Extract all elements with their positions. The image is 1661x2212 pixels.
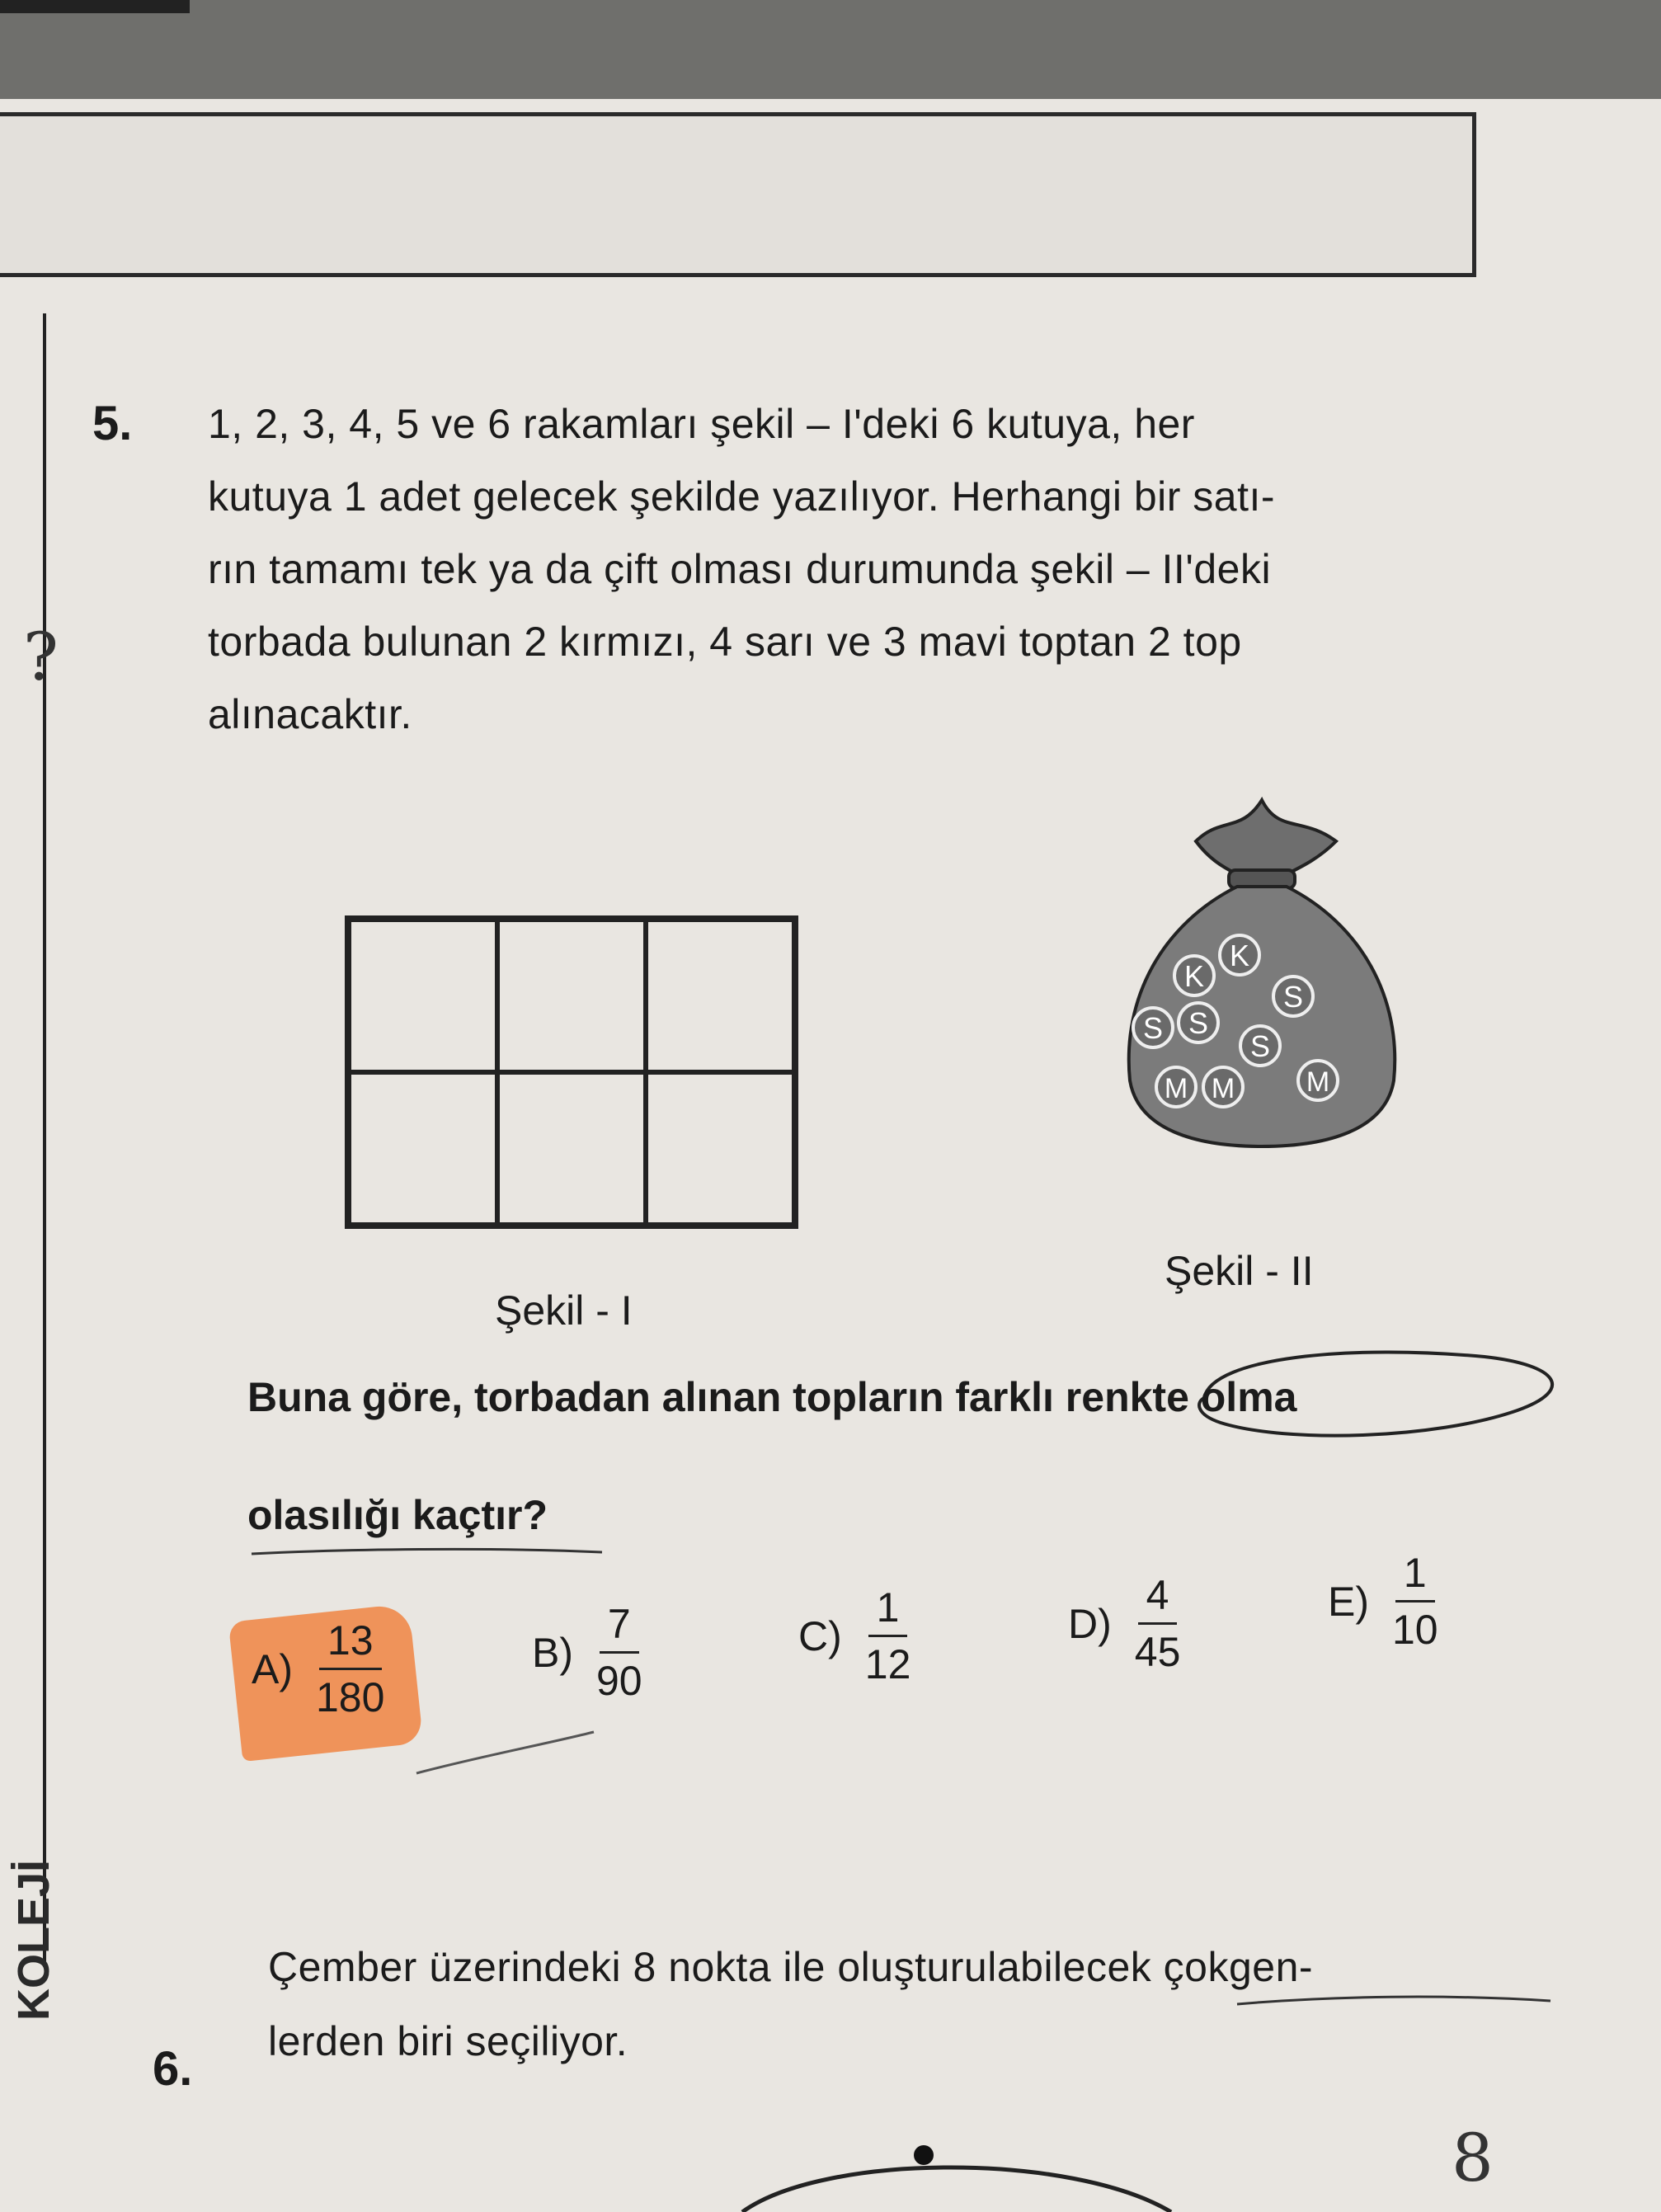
svg-text:M: M xyxy=(1306,1066,1330,1098)
ball-yellow-2 xyxy=(1130,1005,1176,1055)
svg-text:S: S xyxy=(1188,1006,1209,1040)
option-b-fraction: $\frac{7}{90}$ xyxy=(596,1601,642,1704)
option-a[interactable] xyxy=(252,1617,393,1721)
option-a-label: A) xyxy=(252,1645,293,1692)
handwritten-underline-q6 xyxy=(1233,1989,1555,2014)
ball-red-2 xyxy=(1216,932,1263,982)
question-5-line-1: 1, 2, 3, 4, 5 ve 6 rakamları şekil – I'deki 6 kutuya, her xyxy=(208,401,1195,447)
bag-balls xyxy=(1097,784,1427,1179)
question-6-line-1: Çember üzerindeki 8 nokta ile oluşturulabilecek çokgen- xyxy=(268,1944,1314,1990)
option-d-label: D) xyxy=(1068,1600,1112,1647)
option-e-fraction: $\frac{1}{10}$ xyxy=(1392,1550,1438,1653)
option-a-fraction: $\frac{13}{180}$ xyxy=(316,1617,385,1720)
option-b[interactable] xyxy=(532,1600,651,1705)
svg-text:S: S xyxy=(1282,980,1304,1014)
circle-point xyxy=(914,2145,934,2165)
figure-1-grid xyxy=(345,915,798,1229)
ball-yellow-1 xyxy=(1270,973,1316,1024)
question-5-line-2: kutuya 1 adet gelecek şekilde yazılıyor. Herhangi bir satı- xyxy=(208,473,1276,520)
question-5-line-4: torbada bulunan 2 kırmızı, 4 sarı ve 3 mavi toptan 2 top xyxy=(208,619,1242,665)
grid-cell xyxy=(646,1072,794,1225)
question-5-text xyxy=(208,388,1494,751)
ball-blue-3 xyxy=(1295,1057,1341,1108)
question-5-line-5: alınacaktır. xyxy=(208,691,412,737)
question-5-line-3: rın tamamı tek ya da çift olması durumunda şekil – II'deki xyxy=(208,546,1272,592)
previous-question-box xyxy=(0,112,1476,277)
question-6-line-2: lerden biri seçiliyor. xyxy=(268,2018,628,2064)
grid-cell xyxy=(497,920,646,1072)
svg-text:K: K xyxy=(1183,959,1205,993)
grid-cell xyxy=(646,920,794,1072)
grid-cell xyxy=(497,1072,646,1225)
option-e[interactable] xyxy=(1328,1549,1447,1654)
figure-1-caption: Şekil - I xyxy=(495,1287,633,1334)
grid-cell xyxy=(349,920,497,1072)
figure-2-caption: Şekil - II xyxy=(1165,1248,1314,1294)
option-b-label: B) xyxy=(532,1629,573,1676)
question-5-prompt-line-2: olasılığı kaçtır? xyxy=(247,1492,548,1538)
option-c-fraction: $\frac{1}{12}$ xyxy=(864,1584,911,1687)
circle-figure xyxy=(726,2136,1188,2212)
ball-blue-1 xyxy=(1153,1064,1199,1114)
question-5-prompt-line-1: Buna göre, torbadan alınan topların farklı renkte olma xyxy=(247,1374,1297,1420)
handwritten-underline xyxy=(247,1544,610,1560)
svg-text:S: S xyxy=(1249,1029,1271,1063)
ball-red-1 xyxy=(1171,953,1217,1003)
handwritten-digit: 8 xyxy=(1452,2120,1494,2196)
option-c-label: C) xyxy=(798,1612,842,1659)
question-6-number: 6. xyxy=(153,2042,193,2096)
side-label: KOLEJİ xyxy=(9,1859,59,2021)
svg-text:M: M xyxy=(1211,1073,1235,1104)
top-dark-strip xyxy=(0,0,190,13)
option-e-label: E) xyxy=(1328,1578,1369,1625)
svg-text:K: K xyxy=(1229,939,1250,972)
question-5-number: 5. xyxy=(92,397,133,450)
svg-text:M: M xyxy=(1164,1073,1188,1104)
margin-line xyxy=(43,313,46,1963)
top-background xyxy=(0,0,1661,99)
option-d[interactable] xyxy=(1068,1571,1188,1676)
ball-yellow-3 xyxy=(1175,1000,1221,1050)
option-d-fraction: $\frac{4}{45}$ xyxy=(1134,1572,1181,1675)
handwritten-question-mark: ? xyxy=(23,619,59,695)
svg-text:S: S xyxy=(1142,1011,1164,1045)
ball-blue-2 xyxy=(1200,1064,1246,1114)
pencil-stroke xyxy=(412,1724,602,1781)
grid-cell xyxy=(349,1072,497,1225)
option-c[interactable] xyxy=(798,1584,919,1688)
